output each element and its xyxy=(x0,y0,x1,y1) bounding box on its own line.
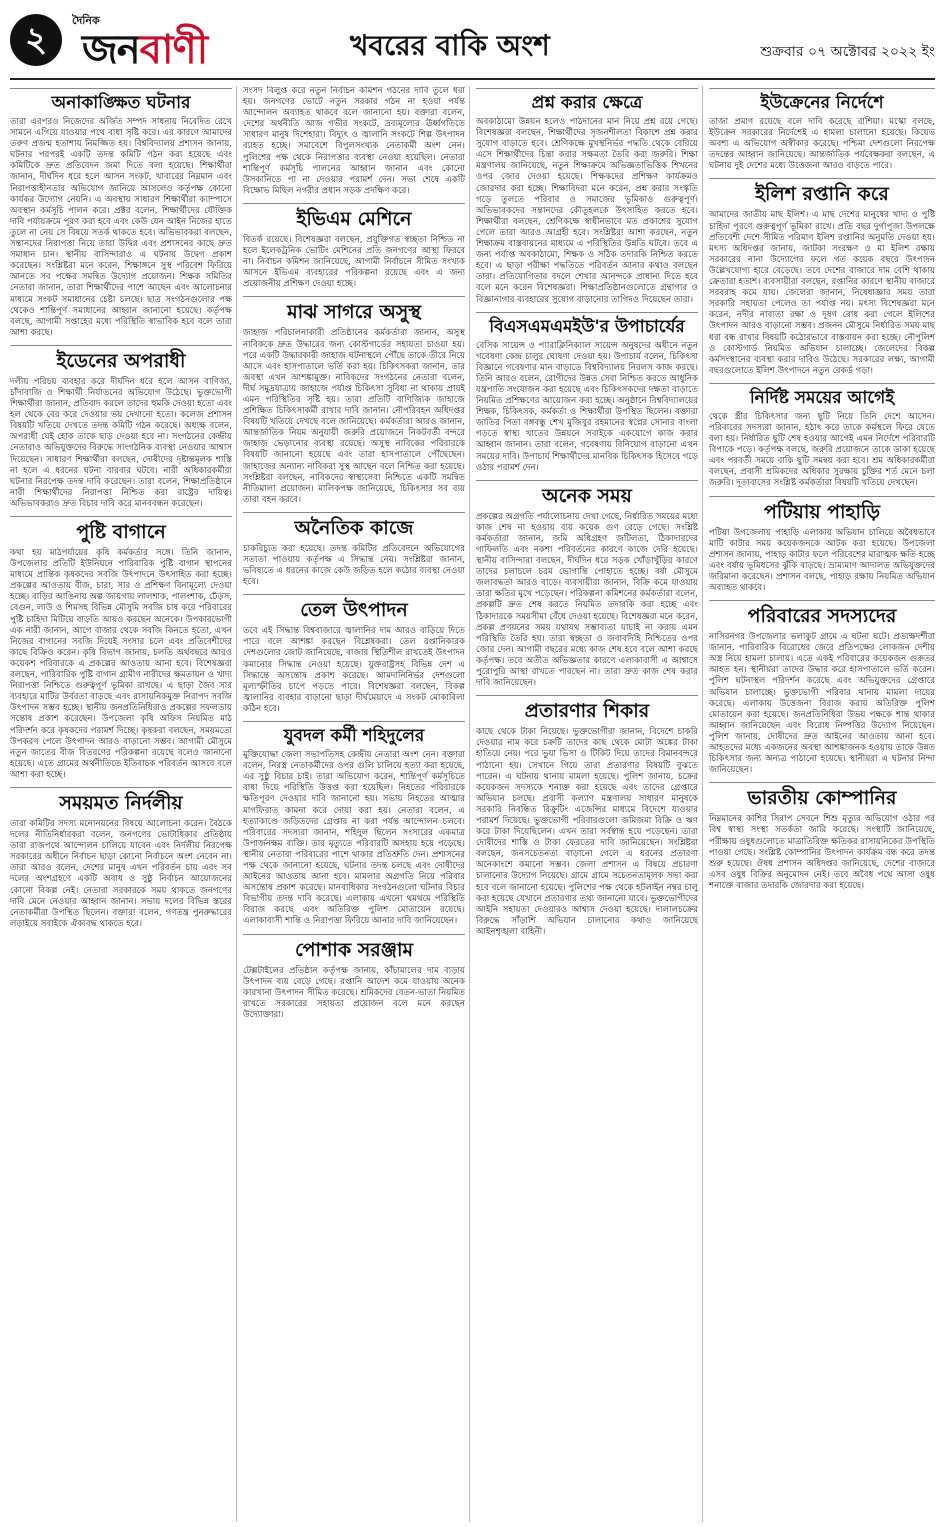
story-headline[interactable]: প্রতারণার শিকার xyxy=(476,695,698,723)
story-body: তারা কমিটির সদস্য মনোনয়নের বিষয়ে আলোচনা করেন। বৈঠকে দলের নীতিনির্ধারকরা বলেন, জনগণের ভোটাধিকার প্রতিষ্ঠায় তারা রাজপথে আন্দোলন চালিয়ে যাবেন এবং নির্দলীয় নিরপেক্ষ সরকারের অধীনে নির্বাচন ছাড়া কোনো নির্বাচনে অংশ নেবেন না। তারা আরও বলেন, দেশের মানুষ এখন পরিবর্তন চায় এবং সব দলের অংশগ্রহণে একটি অবাধ ও সুষ্ঠু নির্বাচন আয়োজনের কোনো বিকল্প নেই। নেতারা সরকারকে সময় থাকতে জনগণের দাবি মেনে নেওয়ার আহ্বান জানান। সভায় দলের বিভিন্ন স্তরের নেতাকর্মীরা উপস্থিত ছিলেন। বক্তারা বলেন, গণতন্ত্র পুনরুদ্ধারের লড়াইয়ে সবাইকে ঐক্যবদ্ধ থাকতে হবে। xyxy=(10,818,232,929)
column-4 xyxy=(709,86,935,1522)
logo-wordmark xyxy=(82,18,207,85)
story-headline[interactable]: ইডেনের অপরাধী xyxy=(10,345,232,373)
page-number-badge: ২ xyxy=(10,14,62,66)
story-body: তাজা প্রমাণ রয়েছে বলে দাবি করেছে রাশিয়া। মস্কো বলছে, ইউক্রেন সরকারের নির্দেশেই এ হামলা চালানো হয়েছে। কিয়েভ অবশ্য এ অভিযোগ অস্বীকার করেছে। পশ্চিমা দেশগুলো নিরপেক্ষ তদন্তের আহ্বান জানিয়েছে। আন্তর্জাতিক পর্যবেক্ষকরা বলছেন, এ ঘটনায় দুই দেশের মধ্যে উত্তেজনা আরও বাড়তে পারে। xyxy=(709,117,935,172)
story-headline[interactable]: তেল উৎপাদন xyxy=(243,594,465,622)
news-story xyxy=(709,178,935,376)
news-story xyxy=(709,782,935,892)
news-story xyxy=(709,496,935,595)
story-headline[interactable]: অনৈতিক কাজে xyxy=(243,512,465,540)
story-body: বিতর্ক রয়েছে। বিশেষজ্ঞরা বলছেন, প্রযুক্তিগত স্বচ্ছতা নিশ্চিত না হলে ইলেকট্রনিক ভোটিং মেশিনের প্রতি জনগণের আস্থা ফিরবে না। নির্বাচন কমিশন জানিয়েছে, আগামী নির্বাচনে সীমিত সংখ্যক আসনে ইভিএম ব্যবহারের পরিকল্পনা রয়েছে এবং এ জন্য প্রয়োজনীয় প্রশিক্ষণ দেওয়া হচ্ছে। xyxy=(243,234,465,290)
news-story xyxy=(10,787,232,930)
story-body: জাহাজ পরিচালনাকারী প্রতিষ্ঠানের কর্মকর্তারা জানান, অসুস্থ নাবিককে দ্রুত উদ্ধারের জন্য কোস্টগার্ডের সহায়তা চাওয়া হয়। পরে একটি উদ্ধারকারী জাহাজ ঘটনাস্থলে পৌঁছে তাকে তীরে নিয়ে আসে এবং হাসপাতালে ভর্তি করা হয়। চিকিৎসকরা জানান, তার অবস্থা এখন আশঙ্কামুক্ত। নাবিকদের সংগঠনের নেতারা বলেন, দীর্ঘ সমুদ্রযাত্রায় জাহাজে পর্যাপ্ত চিকিৎসা সুবিধা না থাকায় প্রায়ই এমন পরিস্থিতির সৃষ্টি হয়। তারা প্রতিটি বাণিজ্যিক জাহাজে প্রশিক্ষিত চিকিৎসাকর্মী রাখার দাবি জানান। নৌপরিবহন অধিদপ্তর বিষয়টি খতিয়ে দেখছে বলে জানিয়েছে। কর্মকর্তারা আরও জানান, আন্তর্জাতিক নিয়ম অনুযায়ী জরুরি প্রয়োজনে নিকটবর্তী বন্দরে জাহাজ ভেড়ানোর ব্যবস্থা রয়েছে। অসুস্থ নাবিকের পরিবারকে বিষয়টি জানানো হয়েছে এবং তারা হাসপাতালে পৌঁছেছেন। জাহাজের অন্যান্য নাবিকরা সুস্থ আছেন বলে নিশ্চিত করা হয়েছে। সংশ্লিষ্টরা বলছেন, নাবিকদের স্বাস্থ্যসেবা নিশ্চিতে একটি সমন্বিত নীতিমালা প্রয়োজন। মালিকপক্ষ জানিয়েছে, চিকিৎসার সব ব্যয় তারা বহন করবে। xyxy=(243,328,465,505)
logo-part-1: জন xyxy=(82,27,140,73)
news-story xyxy=(243,512,465,588)
story-body: চাকরিচ্যুত করা হয়েছে। তদন্ত কমিটির প্রতিবেদনে অভিযোগের সত্যতা পাওয়ায় কর্তৃপক্ষ এ সিদ্ধান্ত নেয়। সংশ্লিষ্টরা জানান, ভবিষ্যতে এ ধরনের কাজে কেউ জড়িত হলে কঠোর ব্যবস্থা নেওয়া হবে। xyxy=(243,543,465,588)
column-divider xyxy=(236,86,237,1522)
news-story xyxy=(10,88,232,339)
masthead xyxy=(10,10,935,80)
news-story xyxy=(243,721,465,928)
column-divider xyxy=(469,86,470,1522)
news-story xyxy=(476,695,698,938)
newspaper-logo xyxy=(72,12,242,72)
column-3 xyxy=(476,86,698,1522)
story-body: তারা এরপরও নিজেদের অর্জিত সম্পদ সাধনায় নিবেদিত রেখে সামনে এগিয়ে যাওয়ার পথে বাধা সৃষ্টি করে। এর কারণে আমাদের তরুণ প্রজন্ম হতাশায় নিমজ্জিত হয়। বিশ্ববিদ্যালয় প্রশাসন জানায়, ঘটনার পরপরই একটি তদন্ত কমিটি গঠন করা হয়েছে এবং কমিটিকে দ্রুত প্রতিবেদন জমা দিতে বলা হয়েছে। শিক্ষার্থীরা জানান, দীর্ঘদিন ধরে হলে আসন সংকট, খাবারের নিম্নমান এবং নিরাপত্তাহীনতার অভিযোগ জানিয়ে আসলেও কর্তৃপক্ষ কোনো কার্যকর উদ্যোগ নেয়নি। এ অবস্থায় সাধারণ শিক্ষার্থীরা ক্যাম্পাসে অবস্থান কর্মসূচি পালন করে। প্রক্টর বলেন, শিক্ষার্থীদের যৌক্তিক দাবি পর্যায়ক্রমে পূরণ করা হবে এবং কেউ যেন আইন নিজের হাতে তুলে না নেয় সে বিষয়ে সতর্ক থাকতে হবে। অভিভাবকরা বলছেন, সন্তানদের নিরাপত্তা নিয়ে তারা উদ্বিগ্ন এবং প্রশাসনের কাছে দ্রুত সমাধান চান। স্থানীয় বাসিন্দারাও এ ঘটনায় উদ্বেগ প্রকাশ করেছেন। সংশ্লিষ্টরা মনে করেন, শিক্ষাঙ্গনে সুস্থ পরিবেশ ফিরিয়ে আনতে সব পক্ষের সমন্বিত উদ্যোগ প্রয়োজন। শিক্ষক সমিতির নেতারা জানান, তারা শিক্ষার্থীদের পাশে আছেন এবং আলোচনার মাধ্যমে সংকট সমাধানের চেষ্টা চলছে। ছাত্র সংগঠনগুলোর পক্ষ থেকেও শান্তিপূর্ণ সমাধানের আহ্বান জানানো হয়েছে। কর্তৃপক্ষ বলছে, আগামী সপ্তাহের মধ্যে পরিস্থিতি স্বাভাবিক হবে বলে তারা আশা করছে। xyxy=(10,117,232,338)
news-story xyxy=(243,86,465,197)
story-headline[interactable]: ইউক্রেনের নির্দেশে xyxy=(709,88,935,113)
section-title: খবরের বাকি অংশ xyxy=(350,29,550,62)
news-story xyxy=(243,296,465,506)
issue-date: শুক্রবার ০৭ অক্টোবর ২০২২ ইং xyxy=(760,44,935,60)
story-headline[interactable]: অনাকাঙ্ক্ষিত ঘটনার xyxy=(10,88,232,113)
news-story xyxy=(476,88,698,306)
story-headline[interactable]: ইভিএম মেশিনে xyxy=(243,203,465,231)
news-story xyxy=(709,88,935,172)
story-headline[interactable]: বিএসএমএমইউ'র উপাচার্যের xyxy=(476,312,698,337)
story-body: প্রকল্পের অগ্রগতি পর্যালোচনায় দেখা গেছে, নির্ধারিত সময়ের মধ্যে কাজ শেষ না হওয়ায় ব্যয় কয়েক গুণ বেড়ে গেছে। সংশ্লিষ্ট কর্মকর্তারা জানান, জমি অধিগ্রহণ জটিলতা, ঠিকাদারদের গাফিলতি এবং নকশা পরিবর্তনের কারণে কাজে দেরি হয়েছে। স্থানীয় বাসিন্দারা বলছেন, দীর্ঘদিন ধরে সড়ক খোঁড়াখুঁড়ির কারণে তাদের চলাচলে চরম ভোগান্তি পোহাতে হচ্ছে। বর্ষা মৌসুমে জলাবদ্ধতা আরও বাড়ে। ব্যবসায়ীরা জানান, বিক্রি কমে যাওয়ায় তারা ক্ষতির মুখে পড়েছেন। পরিকল্পনা কমিশনের কর্মকর্তারা বলেন, প্রকল্পটি দ্রুত শেষ করতে নিয়মিত তদারকি করা হচ্ছে এবং ঠিকাদারকে সময়সীমা বেঁধে দেওয়া হয়েছে। বিশেষজ্ঞরা মনে করেন, প্রকল্প প্রণয়নের সময় যথাযথ সম্ভাব্যতা যাচাই না করায় এমন পরিস্থিতি তৈরি হয়। তারা স্বচ্ছতা ও জবাবদিহি নিশ্চিতের ওপর জোর দেন। আগামী বছরের মধ্যে কাজ শেষ হবে বলে আশা করছে কর্তৃপক্ষ। তবে অতীত অভিজ্ঞতার কারণে এলাকাবাসী এ আশ্বাসে পুরোপুরি আস্থা রাখতে পারছেন না। তারা দ্রুত কাজ শেষ করার দাবি জানিয়েছেন। xyxy=(476,511,698,689)
news-story xyxy=(709,383,935,490)
column-1 xyxy=(10,86,232,1522)
story-headline[interactable]: সময়মত নির্দলীয় xyxy=(10,787,232,815)
story-body: কথা হয় মাঠপর্যায়ের কৃষি কর্মকর্তার সঙ্গে। তিনি জানান, উপজেলার প্রতিটি ইউনিয়নে পারিবারিক পুষ্টি বাগান স্থাপনের মাধ্যমে প্রান্তিক কৃষকদের সবজি উৎপাদনে উৎসাহিত করা হচ্ছে। প্রকল্পের আওতায় বীজ, চারা, সার ও প্রশিক্ষণ বিনামূল্যে দেওয়া হচ্ছে। বাড়ির আঙিনায় অল্প জায়গায় লালশাক, পালংশাক, ঢেঁড়স, বেগুন, লাউ ও শিমসহ বিভিন্ন মৌসুমি সবজি চাষ করে পরিবারের পুষ্টি চাহিদা মিটিয়ে বাড়তি আয়ও করছেন অনেকে। উপকারভোগী এক নারী জানান, আগে বাজার থেকে সবজি কিনতে হতো, এখন নিজের বাগানের সবজি দিয়েই সংসার চলে এবং প্রতিবেশীদের কাছে বিক্রিও করেন। কৃষি বিভাগ জানায়, চলতি অর্থবছরে আরও কয়েকশ পরিবারকে এ প্রকল্পের আওতায় আনা হবে। বিশেষজ্ঞরা বলছেন, পারিবারিক পুষ্টি বাগান গ্রামীণ নারীদের ক্ষমতায়ন ও খাদ্য নিরাপত্তা নিশ্চিতে গুরুত্বপূর্ণ ভূমিকা রাখছে। এ ছাড়া জৈব সার ব্যবহারে মাটির উর্বরতা বাড়ছে এবং রাসায়নিকমুক্ত নিরাপদ সবজি উৎপাদন সম্ভব হচ্ছে। স্থানীয় জনপ্রতিনিধিরাও প্রকল্পের সফলতায় সন্তোষ প্রকাশ করেছেন। উপজেলা কৃষি অফিস নিয়মিত মাঠ পরিদর্শন করে কৃষকদের পরামর্শ দিচ্ছে। কৃষকরা বলছেন, সময়মতো উপকরণ পেলে উৎপাদন আরও বাড়ানো সম্ভব। আগামী মৌসুমে নতুন জাতের বীজ বিতরণের পরিকল্পনা রয়েছে বলেও জানানো হয়েছে। এতে গ্রামের অর্থনীতিতে ইতিবাচক পরিবর্তন আসবে বলে আশা করা হচ্ছে। xyxy=(10,548,232,780)
story-headline[interactable]: পোশাক সরঞ্জাম xyxy=(243,934,465,962)
news-story xyxy=(243,203,465,290)
news-story xyxy=(709,600,935,776)
news-story xyxy=(10,516,232,781)
story-body: দলীয় পরিচয় ব্যবহার করে দীর্ঘদিন ধরে হলে আসন বাণিজ্য, চাঁদাবাজি ও শিক্ষার্থী নির্যাতনের অভিযোগ উঠেছে। ভুক্তভোগী শিক্ষার্থীরা জানান, প্রতিবাদ করলে তাদের হুমকি দেওয়া হতো এবং হল থেকে বের করে দেওয়ার ভয় দেখানো হতো। কলেজ প্রশাসন বিষয়টি খতিয়ে দেখতে তদন্ত কমিটি গঠন করেছে। অধ্যক্ষ বলেন, অপরাধী যেই হোক তাকে ছাড় দেওয়া হবে না। সংগঠনের কেন্দ্রীয় নেতারাও অভিযুক্তদের বিরুদ্ধে সাংগঠনিক ব্যবস্থা নেওয়ার আশ্বাস দিয়েছেন। সাধারণ শিক্ষার্থীরা বলছেন, দোষীদের দৃষ্টান্তমূলক শাস্তি না হলে এ ধরনের ঘটনা বারবার ঘটবে। নারী অধিকারকর্মীরা ঘটনার নিরপেক্ষ তদন্ত দাবি করেছেন। তারা বলেন, শিক্ষাপ্রতিষ্ঠানে নারী শিক্ষার্থীদের নিরাপত্তা নিশ্চিত করা রাষ্ট্রের দায়িত্ব। অভিভাবকরাও দ্রুত বিচার দাবি করে মানববন্ধন করেছেন। xyxy=(10,376,232,509)
logo-part-2: বাণী xyxy=(139,27,208,73)
story-body: নিম্নমানের কাশির সিরাপ সেবনে শিশু মৃত্যুর অভিযোগ ওঠার পর বিশ্ব স্বাস্থ্য সংস্থা সতর্কতা জারি করেছে। সংস্থাটি জানিয়েছে, পরীক্ষায় ওষুধগুলোতে মাত্রাতিরিক্ত ক্ষতিকর রাসায়নিকের উপস্থিতি পাওয়া গেছে। সংশ্লিষ্ট কোম্পানির উৎপাদন কার্যক্রম বন্ধ করে তদন্ত শুরু হয়েছে। ঔষধ প্রশাসন অধিদপ্তর জানিয়েছে, দেশের বাজারে এসব ওষুধ বিক্রির অনুমোদন নেই। তবে অবৈধ পথে আসা ওষুধ শনাক্তে বাজার তদারকি জোরদার করা হয়েছে। xyxy=(709,814,935,891)
story-headline[interactable]: পরিবারের সদস্যদের xyxy=(709,600,935,628)
column-2 xyxy=(243,86,465,1522)
story-body: কাছে থেকে টাকা নিয়েছে। ভুক্তভোগীরা জানান, বিদেশে চাকরি দেওয়ার নাম করে চক্রটি তাদের কাছ থেকে মোটা অঙ্কের টাকা হাতিয়ে নেয়। পরে ভুয়া ভিসা ও টিকিট দিয়ে তাদের বিমানবন্দরে পাঠানো হয়। সেখানে গিয়ে তারা প্রতারণার বিষয়টি বুঝতে পারেন। এ ঘটনায় থানায় মামলা হয়েছে। পুলিশ জানায়, চক্রের কয়েকজন সদস্যকে শনাক্ত করা হয়েছে এবং তাদের গ্রেপ্তারে অভিযান চলছে। প্রবাসী কল্যাণ মন্ত্রণালয় সাধারণ মানুষকে সরকারি নিবন্ধিত রিক্রুটিং এজেন্সির মাধ্যমে বিদেশে যাওয়ার পরামর্শ দিয়েছে। ভুক্তভোগী পরিবারগুলো জমিজমা বিক্রি ও ঋণ করে টাকা দিয়েছিলেন। এখন তারা সর্বস্বান্ত হয়ে পড়েছেন। তারা দোষীদের শাস্তি ও টাকা ফেরতের দাবি জানিয়েছেন। সংশ্লিষ্টরা বলছেন, জনসচেতনতা বাড়ানো গেলে এ ধরনের প্রতারণা অনেকাংশে কমানো সম্ভব। জেলা প্রশাসন এ বিষয়ে প্রচারণা চালানোর উদ্যোগ নিয়েছে। গ্রামে গ্রামে সচেতনতামূলক সভা করা হবে বলে জানানো হয়েছে। পুলিশের পক্ষ থেকে হটলাইন নম্বর চালু করা হয়েছে যেখানে প্রতারণার তথ্য জানানো যাবে। ভুক্তভোগীদের আইনি সহায়তা দেওয়ারও আশ্বাস দেওয়া হয়েছে। দালালচক্রের বিরুদ্ধে সাঁড়াশি অভিযান চালানোর কথাও জানিয়েছে আইনশৃঙ্খলা বাহিনী। xyxy=(476,727,698,937)
story-headline[interactable]: যুবদল কর্মী শহিদুলের xyxy=(243,721,465,746)
news-story xyxy=(476,480,698,690)
story-body: থেকে স্ত্রীর চিকিৎসার জন্য ছুটি নিয়ে তিনি দেশে আসেন। পরিবারের সদস্যরা জানান, হঠাৎ করে তাকে কর্মস্থলে ফিরে যেতে বলা হয়। নির্ধারিত ছুটি শেষ হওয়ার আগেই এমন নির্দেশে পরিবারটি বিপাকে পড়ে। কর্তৃপক্ষ বলছে, জরুরি প্রয়োজনে তাকে ডাকা হয়েছে এবং পরবর্তী সময়ে বাকি ছুটি সমন্বয় করা হবে। শ্রম অধিকারকর্মীরা বলছেন, প্রবাসী শ্রমিকদের অধিকার সুরক্ষায় চুক্তির শর্ত মেনে চলা জরুরি। দূতাবাসের সংশ্লিষ্ট কর্মকর্তারা বিষয়টি খতিয়ে দেখছেন। xyxy=(709,411,935,489)
story-headline[interactable]: ইলিশ রপ্তানি করে xyxy=(709,178,935,206)
news-story xyxy=(476,312,698,474)
story-headline[interactable]: প্রশ্ন করার ক্ষেত্রে xyxy=(476,88,698,113)
story-body: টেক্সটাইলের প্রতিষ্ঠান কর্তৃপক্ষ জানায়, কাঁচামালের দাম বাড়ায় উৎপাদন ব্যয় বেড়ে গেছে। রপ্তানি আদেশ কমে যাওয়ায় অনেক কারখানা উৎপাদন সীমিত করেছে। শ্রমিকদের বেতন-ভাতা নিয়মিত রাখতে সরকারের সহায়তা প্রয়োজন বলে মনে করছেন উদ্যোক্তারা। xyxy=(243,965,465,1020)
story-body: নাসিরনগর উপজেলার ভলাকুট গ্রামে এ ঘটনা ঘটে। প্রত্যক্ষদর্শীরা জানান, পারিবারিক বিরোধের জেরে প্রতিপক্ষের লোকজন দেশীয় অস্ত্র নিয়ে হামলা চালায়। এতে একই পরিবারের কয়েকজন গুরুতর আহত হন। স্থানীয়রা তাদের উদ্ধার করে হাসপাতালে ভর্তি করেন। পুলিশ ঘটনাস্থল পরিদর্শন করেছে এবং অভিযুক্তদের গ্রেপ্তারে অভিযান চালাচ্ছে। ভুক্তভোগী পরিবার থানায় মামলা দায়ের করেছে। এলাকায় উত্তেজনা বিরাজ করায় অতিরিক্ত পুলিশ মোতায়েন করা হয়েছে। জনপ্রতিনিধিরা উভয় পক্ষকে শান্ত থাকার আহ্বান জানিয়েছেন এবং বিরোধ নিষ্পত্তির উদ্যোগ নিয়েছেন। পুলিশ জানায়, দোষীদের দ্রুত আইনের আওতায় আনা হবে। আহতদের মধ্যে একজনের অবস্থা আশঙ্কাজনক হওয়ায় তাকে উন্নত চিকিৎসার জন্য অন্যত্র পাঠানো হয়েছে। স্থানীয়রা এ ঘটনার নিন্দা জানিয়েছেন। xyxy=(709,632,935,776)
story-body: অবকাঠামো উন্নয়ন হলেও পাঠদানের মান নিয়ে প্রশ্ন রয়ে গেছে। বিশেষজ্ঞরা বলছেন, শিক্ষার্থীদের সৃজনশীলতা বিকাশে প্রশ্ন করার সুযোগ বাড়াতে হবে। শ্রেণিকক্ষে মুখস্থনির্ভর পদ্ধতি থেকে বেরিয়ে এসে শিক্ষার্থীদের চিন্তা করার সক্ষমতা তৈরি করা জরুরি। শিক্ষা মন্ত্রণালয় জানিয়েছে, নতুন শিক্ষাক্রমে অভিজ্ঞতাভিত্তিক শিখনের ওপর জোর দেওয়া হয়েছে। শিক্ষকদের প্রশিক্ষণ কার্যক্রমও জোরদার করা হচ্ছে। শিক্ষাবিদরা মনে করেন, প্রশ্ন করার সংস্কৃতি গড়ে তুলতে পরিবার ও সমাজের ভূমিকাও গুরুত্বপূর্ণ। অভিভাবকদের সন্তানদের কৌতূহলকে উৎসাহিত করতে হবে। শিক্ষার্থীরা বলছেন, শ্রেণিকক্ষে স্বাধীনভাবে মত প্রকাশের সুযোগ পেলে তারা আরও আগ্রহী হবে। সংশ্লিষ্টরা আশা করছেন, নতুন শিক্ষাক্রম বাস্তবায়নের মাধ্যমে এ পরিস্থিতির উন্নতি ঘটবে। তবে এ জন্য পর্যাপ্ত অবকাঠামো, শিক্ষক ও সঠিক তদারকি নিশ্চিত করতে হবে। এ ছাড়া পরীক্ষা পদ্ধতিতে পরিবর্তন আনার কথাও বলছেন তারা। প্রতিযোগিতার বদলে শেখার আনন্দকে প্রাধান্য দিতে হবে বলে মনে করেন বিশেষজ্ঞরা। শিক্ষাপ্রতিষ্ঠানগুলোতে গ্রন্থাগার ও বিজ্ঞানাগার ব্যবহারের সুযোগ বাড়ানোর তাগিদও দিয়েছেন তারা। xyxy=(476,117,698,305)
story-body: পটিয়া উপজেলায় পাহাড়ি এলাকায় অভিযান চালিয়ে অবৈধভাবে মাটি কাটার সময় কয়েকজনকে আটক করা হয়েছে। উপজেলা প্রশাসন জানায়, পাহাড় কাটার ফলে পরিবেশের মারাত্মক ক্ষতি হচ্ছে এবং বর্ষায় ভূমিধসের ঝুঁকি বাড়ছে। ভ্রাম্যমাণ আদালত অভিযুক্তদের জরিমানা করেছেন। প্রশাসন বলছে, পাহাড় রক্ষায় নিয়মিত অভিযান অব্যাহত থাকবে। xyxy=(709,527,935,593)
news-story xyxy=(10,345,232,510)
story-body: সংসদ বিলুপ্ত করে নতুন নির্বাচন কমিশন গঠনের দাবি তুলে ধরা হয়। জনগণের ভোটে নতুন সরকার গঠন না হওয়া পর্যন্ত আন্দোলন অব্যাহত থাকবে বলে জানানো হয়। বক্তারা বলেন, দেশের অর্থনীতি আজ গভীর সংকটে, দ্রব্যমূল্যের ঊর্ধ্বগতিতে সাধারণ মানুষ দিশেহারা। বিদ্যুৎ ও জ্বালানি সংকটে শিল্প উৎপাদন ব্যাহত হচ্ছে। সমাবেশে বিপুলসংখ্যক নেতাকর্মী অংশ নেন। পুলিশের পক্ষ থেকে নিরাপত্তার ব্যবস্থা নেওয়া হয়েছিল। নেতারা শান্তিপূর্ণ কর্মসূচি পালনের আহ্বান জানান এবং কোনো উসকানিতে পা না দেওয়ার পরামর্শ দেন। সভা শেষে একটি বিক্ষোভ মিছিল নগরীর প্রধান সড়ক প্রদক্ষিণ করে। xyxy=(243,86,465,196)
story-headline[interactable]: ভারতীয় কোম্পানির xyxy=(709,782,935,810)
story-headline[interactable]: মাঝ সাগরে অসুস্থ xyxy=(243,296,465,324)
column-divider xyxy=(702,86,703,1522)
news-story xyxy=(243,934,465,1021)
story-headline[interactable]: নির্দিষ্ট সময়ের আগেই xyxy=(709,383,935,408)
story-body: মুক্তিযোদ্ধা জেলা সভাপতিসহ কেন্দ্রীয় নেতারা অংশ নেন। বক্তারা বলেন, নিরস্ত্র নেতাকর্মীদের ওপর গুলি চালিয়ে হত্যা করা হয়েছে, এর সুষ্ঠু বিচার চাই। তারা অভিযোগ করেন, শান্তিপূর্ণ কর্মসূচিতে বাধা দিয়ে পরিস্থিতি উত্তপ্ত করা হয়েছিল। নিহতের পরিবারকে ক্ষতিপূরণ দেওয়ার দাবি জানানো হয়। সভায় নিহতের আত্মার মাগফিরাত কামনা করে দোয়া করা হয়। নেতারা বলেন, এ হত্যাকাণ্ডে জড়িতদের গ্রেপ্তার না করা পর্যন্ত আন্দোলন চলবে। পরিবারের সদস্যরা জানান, শহিদুল ছিলেন সংসারের একমাত্র উপার্জনক্ষম ব্যক্তি। তার মৃত্যুতে পরিবারটি অসহায় হয়ে পড়েছে। স্থানীয় নেতারা পরিবারের পাশে থাকার প্রতিশ্রুতি দেন। প্রশাসনের পক্ষ থেকে জানানো হয়েছে, ঘটনার তদন্ত চলছে এবং দোষীদের আইনের আওতায় আনা হবে। মামলার অগ্রগতি নিয়ে পরিবার অসন্তোষ প্রকাশ করেছে। মানবাধিকার সংগঠনগুলো ঘটনার বিচার বিভাগীয় তদন্ত দাবি করেছে। এলাকায় এখনো থমথমে পরিস্থিতি বিরাজ করছে এবং অতিরিক্ত পুলিশ মোতায়েন রয়েছে। এলাকাবাসী শান্তি ও নিরাপত্তা ফিরিয়ে আনার দাবি জানিয়েছেন। xyxy=(243,750,465,927)
news-story xyxy=(243,594,465,715)
story-headline[interactable]: অনেক সময় xyxy=(476,480,698,508)
logo-prefix: দৈনিক xyxy=(72,14,100,27)
story-body: বেসিক সায়েন্স ও প্যারাক্লিনিক্যাল সায়েন্স অনুষদের অধীনে নতুন গবেষণা কেন্দ্র চালুর ঘোষণা দেওয়া হয়। উপাচার্য বলেন, চিকিৎসা বিজ্ঞানে গবেষণার মান বাড়াতে বিশ্ববিদ্যালয় নিরলস কাজ করছে। তিনি আরও বলেন, রোগীদের উন্নত সেবা নিশ্চিত করতে আধুনিক যন্ত্রপাতি সংযোজন করা হয়েছে এবং চিকিৎসকদের দক্ষতা বাড়াতে নিয়মিত প্রশিক্ষণের আয়োজন করা হচ্ছে। অনুষ্ঠানে বিশ্ববিদ্যালয়ের শিক্ষক, চিকিৎসক, কর্মকর্তা ও শিক্ষার্থীরা উপস্থিত ছিলেন। বক্তারা জাতির পিতা বঙ্গবন্ধু শেখ মুজিবুর রহমানের স্বপ্নের সোনার বাংলা গড়তে স্বাস্থ্য খাতের উন্নয়নে সবাইকে একযোগে কাজ করার আহ্বান জানান। তারা বলেন, গবেষণায় বিনিয়োগ বাড়ানো এখন সময়ের দাবি। উপাচার্য শিক্ষার্থীদের মানবিক চিকিৎসক হিসেবে গড়ে ওঠার পরামর্শ দেন। xyxy=(476,340,698,473)
story-body: আমাদের জাতীয় মাছ ইলিশ। এ মাছ দেশের মানুষের খাদ্য ও পুষ্টি চাহিদা পূরণে গুরুত্বপূর্ণ ভূমিকা রাখে। প্রতি বছর দুর্গাপূজা উপলক্ষে প্রতিবেশী দেশে সীমিত পরিমাণ ইলিশ রপ্তানির অনুমতি দেওয়া হয়। মৎস্য অধিদপ্তর জানায়, জাটকা সংরক্ষণ ও মা ইলিশ রক্ষায় সরকারের নানা উদ্যোগের ফলে গত কয়েক বছরে উৎপাদন উল্লেখযোগ্য হারে বেড়েছে। তবে দেশের বাজারে দাম বেশি থাকায় ক্রেতারা হতাশ। ব্যবসায়ীরা বলছেন, রপ্তানির কারণে স্থানীয় বাজারে সরবরাহ কমে যায়। জেলেরা জানান, নিষেধাজ্ঞার সময় তারা সরকারি সহায়তা পেলেও তা পর্যাপ্ত নয়। মৎস্য বিশেষজ্ঞরা মনে করেন, নদীর নাব্যতা রক্ষা ও দূষণ রোধ করা গেলে ইলিশের উৎপাদন আরও বাড়ানো সম্ভব। প্রজনন মৌসুমে নির্ধারিত সময় মাছ ধরা বন্ধ রাখার বিষয়টি কঠোরভাবে বাস্তবায়ন করা হচ্ছে। নৌপুলিশ ও কোস্টগার্ড নিয়মিত অভিযান চালাচ্ছে। জেলেদের বিকল্প কর্মসংস্থানের ব্যবস্থা করার দাবিও উঠেছে। সরকারের লক্ষ্য, আগামী বছরগুলোতে ইলিশ উৎপাদনে নতুন রেকর্ড গড়া। xyxy=(709,210,935,376)
story-body: তবে এই সিদ্ধান্ত বিশ্ববাজারে জ্বালানির দাম আরও বাড়িয়ে দিতে পারে বলে আশঙ্কা করছেন বিশ্লেষকরা। তেল রপ্তানিকারক দেশগুলোর জোট জানিয়েছে, বাজার স্থিতিশীল রাখতেই উৎপাদন কমানোর সিদ্ধান্ত নেওয়া হয়েছে। যুক্তরাষ্ট্রসহ বিভিন্ন দেশ এ সিদ্ধান্তে অসন্তোষ প্রকাশ করেছে। আমদানিনির্ভর দেশগুলো মূল্যস্ফীতির চাপে পড়তে পারে। বিশেষজ্ঞরা বলছেন, বিকল্প জ্বালানির ব্যবহার বাড়ানো ছাড়া দীর্ঘমেয়াদে এ সংকট মোকাবিলা কঠিন হবে। xyxy=(243,626,465,714)
story-headline[interactable]: পটিয়ায় পাহাড়ি xyxy=(709,496,935,524)
story-headline[interactable]: পুষ্টি বাগানে xyxy=(10,516,232,544)
